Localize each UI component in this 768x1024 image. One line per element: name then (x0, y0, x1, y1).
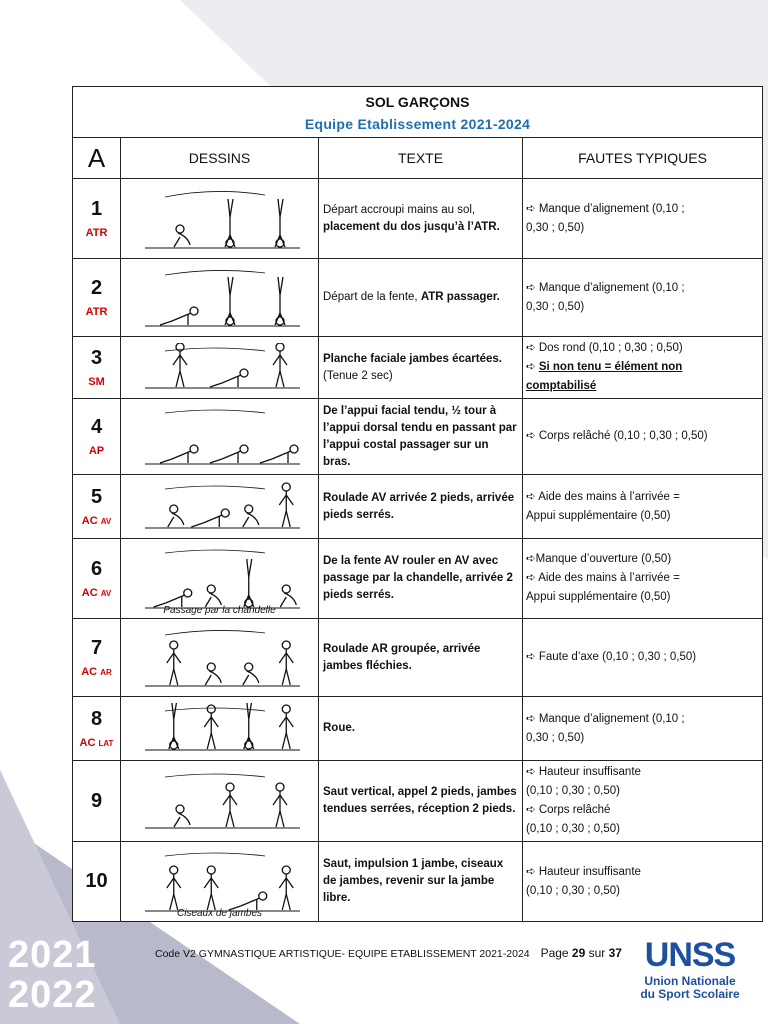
fault-line: (0,10 ; 0,30 ; 0,50) (526, 785, 620, 797)
gymnast-sketch-icon (125, 405, 315, 469)
table-row (73, 697, 763, 761)
fault-line: 0,30 ; 0,50) (526, 300, 585, 313)
logo-line-2: du Sport Scolaire (640, 987, 740, 1001)
element-number-cell (73, 697, 121, 761)
element-description: De la fente AV rouler en AV avec passage par la chandelle, arrivée 2 pieds serrés. (319, 539, 523, 619)
element-number-cell (73, 259, 121, 337)
typical-faults (523, 399, 763, 475)
fault-line: Appui supplémentaire (0,50) (526, 591, 671, 603)
typical-faults (523, 619, 763, 697)
element-drawing-cell (121, 179, 319, 259)
logo-line-1: Union Nationale (644, 974, 736, 988)
element-description: Planche faciale jambes écartées. (Tenue 2 sec) (319, 337, 523, 399)
element-number: 10 (85, 870, 108, 892)
typical-faults (523, 761, 763, 842)
element-drawing-cell (121, 475, 319, 539)
element-number: 1 (90, 198, 103, 220)
element-description: Départ accroupi mains au sol, placement du dos jusqu’à l’ATR. (319, 179, 523, 259)
table-row (73, 619, 763, 697)
gymnast-sketch-icon (125, 625, 315, 691)
element-number: 3 (90, 347, 103, 369)
fault-line: ➪ Aide des mains à l’arrivée = (526, 490, 680, 503)
element-category: ATR (85, 227, 108, 239)
table-row (73, 761, 763, 842)
gymnast-sketch-icon (125, 545, 315, 613)
element-description: Roue. (319, 697, 523, 761)
typical-faults (523, 337, 763, 399)
element-description: Saut vertical, appel 2 pieds, jambes tendues serrées, réception 2 pieds. (319, 761, 523, 842)
typical-faults (523, 259, 763, 337)
fault-line: ➪ Corps relâché (0,10 ; 0,30 ; 0,50) (526, 430, 708, 442)
element-number: 8 (90, 708, 103, 730)
table-row (73, 842, 763, 922)
element-number-cell (73, 842, 121, 922)
col-header-texte: TEXTE (319, 138, 523, 179)
typical-faults (523, 179, 763, 259)
col-header-fautes: FAUTES TYPIQUES (523, 138, 763, 179)
element-number: 4 (90, 416, 103, 438)
element-number-cell (73, 179, 121, 259)
element-drawing-cell (121, 761, 319, 842)
fault-line: ➪Manque d’ouverture (0,50) (526, 553, 672, 565)
gymnast-sketch-icon (125, 343, 315, 393)
fault-line: ➪ Manque d’alignement (0,10 ; (526, 712, 685, 725)
element-description: Départ de la fente, ATR passager. (319, 259, 523, 337)
element-number-cell (73, 399, 121, 475)
gymnast-sketch-icon (125, 769, 315, 833)
fault-line: ➪ Manque d’alignement (0,10 ; (526, 202, 685, 215)
unss-logo (630, 936, 750, 1001)
element-drawing-cell (121, 842, 319, 922)
element-category: ATR (85, 306, 108, 318)
typical-faults (523, 475, 763, 539)
element-description: Roulade AR groupée, arrivée jambes fléchies. (319, 619, 523, 697)
table-header-row (73, 138, 763, 179)
fault-line: 0,30 ; 0,50) (526, 221, 585, 234)
fault-line: comptabilisé (526, 380, 597, 392)
element-category: AP (88, 445, 105, 457)
element-drawing-cell (121, 259, 319, 337)
col-header-dessins: DESSINS (121, 138, 319, 179)
table-title-row (73, 87, 763, 138)
element-category: AC AR (81, 666, 112, 678)
fault-line: ➪ Hauteur insuffisante (526, 865, 641, 878)
footer-code: Code V2 GYMNASTIQUE ARTISTIQUE- EQUIPE ETABLISSEMENT 2021-2024 (155, 948, 530, 960)
gymnast-sketch-icon (125, 265, 315, 331)
element-category: AC AV (81, 587, 112, 599)
table-row (73, 475, 763, 539)
gymnastics-floor-table (72, 86, 763, 922)
fault-line: ➪ Dos rond (0,10 ; 0,30 ; 0,50) (526, 342, 683, 354)
fault-line: ➪ Corps relâché (526, 804, 611, 816)
element-number-cell (73, 337, 121, 399)
year-bottom: 2022 (8, 974, 97, 1016)
gymnast-sketch-icon (125, 481, 315, 533)
table-row (73, 539, 763, 619)
element-number-cell (73, 539, 121, 619)
table-row (73, 337, 763, 399)
element-number: 9 (90, 789, 103, 812)
drawing-caption: Passage par la chandelle (163, 605, 276, 616)
fault-line: Appui supplémentaire (0,50) (526, 509, 671, 522)
drawing-caption: Ciseaux de jambes (176, 908, 263, 919)
element-drawing-cell (121, 399, 319, 475)
gymnast-sketch-icon (125, 703, 315, 755)
typical-faults (523, 697, 763, 761)
element-drawing-cell (121, 619, 319, 697)
page-number: Page 29 sur 37 (540, 946, 622, 960)
table-row (73, 179, 763, 259)
element-category: AC AV (81, 515, 112, 527)
page-title: SOL GARÇONS (365, 94, 470, 110)
element-number: 6 (90, 558, 103, 580)
element-number: 2 (90, 277, 103, 299)
element-drawing-cell (121, 697, 319, 761)
fault-line: ➪ Faute d’axe (0,10 ; 0,30 ; 0,50) (526, 651, 697, 663)
gymnast-sketch-icon (125, 185, 315, 253)
element-number: 5 (90, 486, 103, 508)
element-description: Roulade AV arrivée 2 pieds, arrivée pieds serrés. (319, 475, 523, 539)
col-header-a: A (73, 138, 121, 179)
fault-line: 0,30 ; 0,50) (526, 731, 585, 744)
element-category: AC LAT (79, 737, 114, 749)
element-number-cell (73, 761, 121, 842)
logo-mark: UNSS (644, 936, 736, 974)
fault-line: ➪ Aide des mains à l’arrivée = (526, 572, 680, 584)
table-row (73, 399, 763, 475)
element-description: Saut, impulsion 1 jambe, ciseaux de jambes, revenir sur la jambe libre. (319, 842, 523, 922)
fault-line: ➪ Hauteur insuffisante (526, 766, 641, 778)
page-footer (155, 946, 622, 960)
element-category: SM (88, 376, 105, 388)
fault-line: (0,10 ; 0,30 ; 0,50) (526, 884, 620, 897)
fault-line: ➪ Manque d’alignement (0,10 ; (526, 281, 685, 294)
element-number-cell (73, 619, 121, 697)
typical-faults (523, 539, 763, 619)
table-row (73, 259, 763, 337)
fault-line: (0,10 ; 0,30 ; 0,50) (526, 823, 620, 835)
element-number: 7 (90, 637, 103, 659)
element-number-cell (73, 475, 121, 539)
element-drawing-cell (121, 539, 319, 619)
element-description: De l’appui facial tendu, ½ tour à l’appui dorsal tendu en passant par l’appui costal passager sur un bras. (319, 399, 523, 475)
typical-faults (523, 842, 763, 922)
fault-line: ➪ Si non tenu = élément non (526, 361, 683, 373)
page-subtitle: Equipe Etablissement 2021-2024 (304, 116, 531, 132)
element-drawing-cell (121, 337, 319, 399)
gymnast-sketch-icon (125, 848, 315, 916)
year-top: 2021 (8, 934, 97, 976)
